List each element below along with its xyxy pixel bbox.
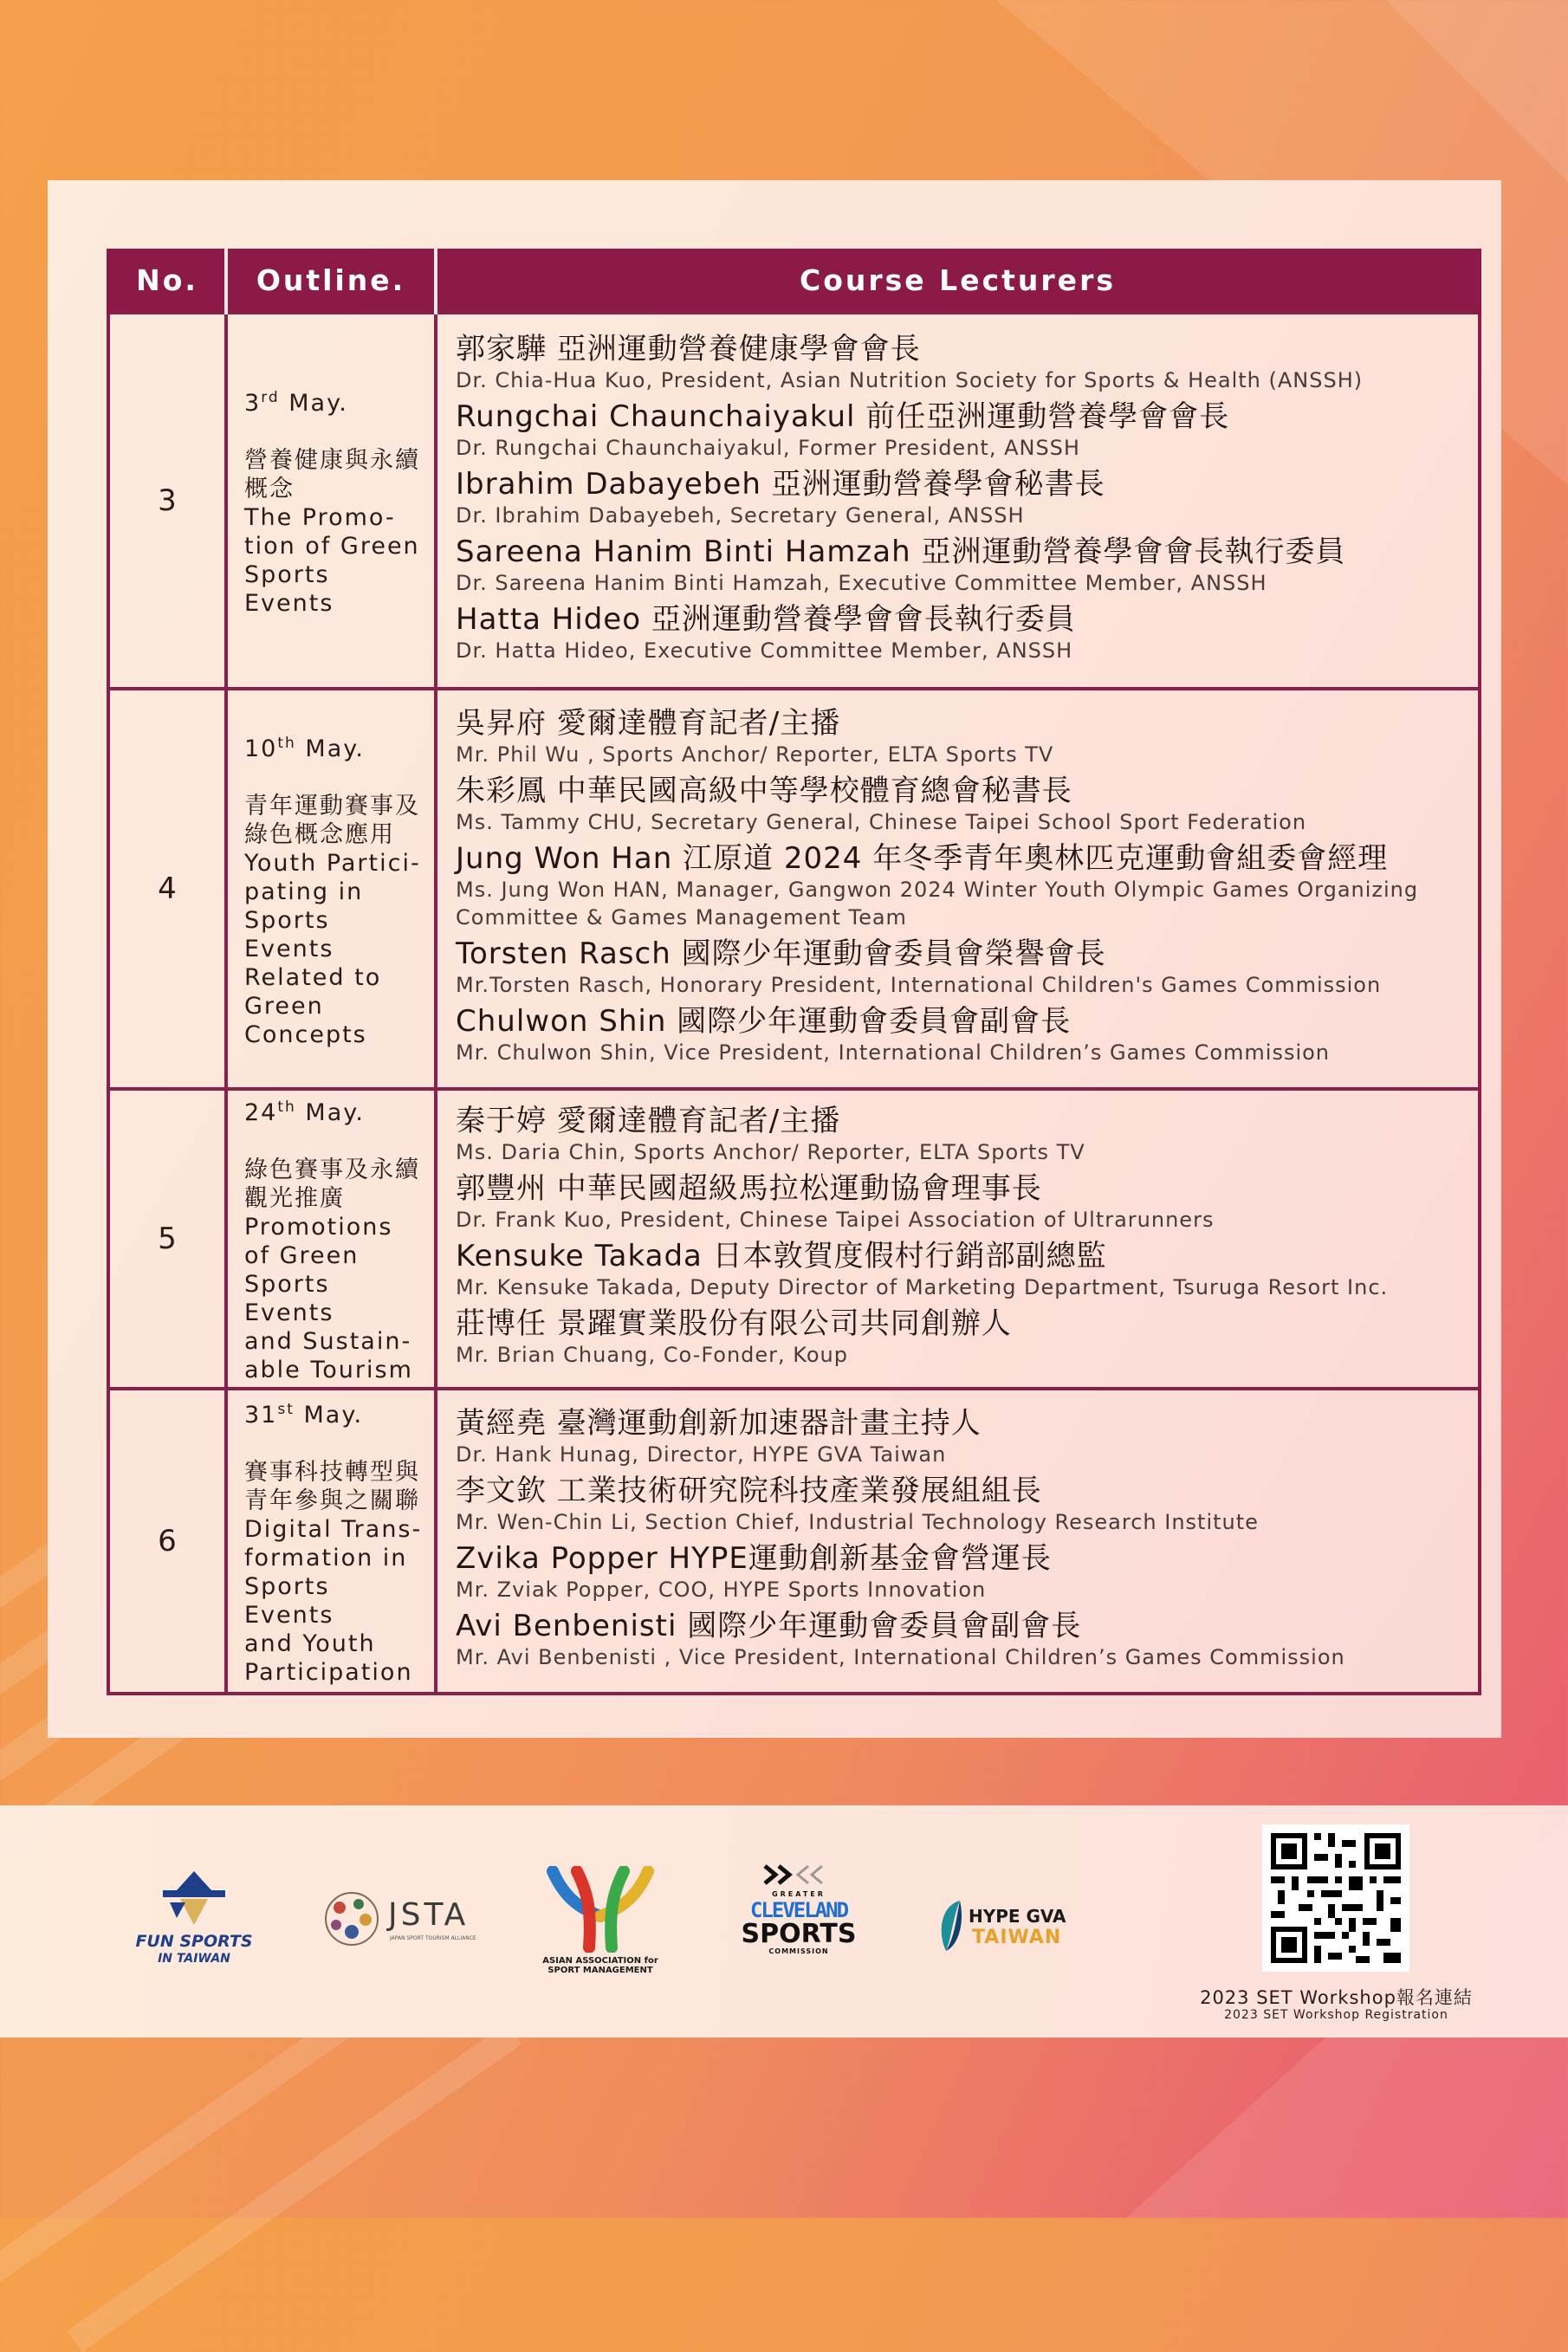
hype-emblem-icon — [934, 1897, 969, 1956]
lecturer-name-en: Mr. Avi Benbenisti , Vice President, International Children’s Games Commission — [456, 1645, 1345, 1669]
session-number: 5 — [108, 1089, 226, 1389]
topic-en: Youth Partici- pating in Sports Events Related to Green Concepts — [244, 849, 421, 1048]
session-number: 6 — [108, 1389, 226, 1694]
lecturer-name-zh: Rungchai Chaunchaiyakul 前任亞洲運動營養學會會長 — [456, 399, 1230, 434]
registration-caption-en: 2023 SET Workshop Registration — [1224, 2008, 1448, 2022]
topic-zh: 青年運動賽事及綠色概念應用 — [244, 792, 420, 848]
fun-sports-emblem-icon — [128, 1868, 260, 1928]
jsta-logo: JSTA JAPAN SPORT TOURISM ALLIANCE — [321, 1889, 476, 1949]
lecturer-name-en: Mr. Zviak Popper, COO, HYPE Sports Innovation — [456, 1578, 987, 1602]
lecturer-name-zh: Zvika Popper HYPE運動創新基金會營運長 — [456, 1541, 1052, 1576]
qr-code-icon — [1262, 1824, 1409, 1972]
session-date: 3rd May. — [244, 389, 348, 417]
cleveland-sports-logo: GREATER CLEVELAND SPORTS COMMISSION — [738, 1863, 859, 1975]
lecturer-name-en: Mr. Kensuke Takada, Deputy Director of Marketing Department, Tsuruga Resort Inc. — [456, 1275, 1389, 1299]
table-row — [108, 1389, 1480, 1694]
lecturer-name-zh: Chulwon Shin 國際少年運動會委員會副會長 — [456, 1004, 1072, 1039]
lecturer-name-zh: Kensuke Takada 日本敦賀度假村行銷部副總監 — [456, 1239, 1107, 1273]
table-row — [108, 313, 1480, 689]
jsta-emblem-icon — [321, 1889, 383, 1949]
lecturer-list — [436, 313, 1480, 689]
lecturer-list — [436, 689, 1480, 1089]
lecturer-name-zh: 吳昇府 愛爾達體育記者/主播 — [456, 706, 841, 741]
lecturer-name-en: Dr. Hank Hunag, Director, HYPE GVA Taiwan — [456, 1442, 947, 1467]
lecturer-name-en: Ms. Jung Won HAN, Manager, Gangwon 2024 Winter Youth Olympic Games Organizing Committee & Games Management Team — [456, 878, 1419, 930]
lecturer-name-zh: 郭家驊 亞洲運動營養健康學會會長 — [456, 332, 921, 366]
lecturer-list — [436, 1389, 1480, 1694]
session-number: 3 — [108, 313, 226, 689]
lecturer-name-zh: 秦于婷 愛爾達體育記者/主播 — [456, 1104, 841, 1138]
lecturer-name-en: Dr. Rungchai Chaunchaiyakul, Former President, ANSSH — [456, 436, 1080, 460]
session-number: 4 — [108, 689, 226, 1089]
session-date: 10th May. — [244, 734, 365, 762]
registration-qr-code[interactable] — [1262, 1824, 1409, 1972]
fun-sports-taiwan-logo: FUN SPORTS IN TAIWAN — [128, 1868, 260, 1972]
lecturer-name-zh: Sareena Hanim Binti Hamzah 亞洲運動營養學會會長執行委員 — [456, 535, 1346, 569]
lecturer-name-en: Dr. Sareena Hanim Binti Hamzah, Executive Committee Member, ANSSH — [456, 571, 1267, 595]
lecturer-name-zh: Ibrahim Dabayebeh 亞洲運動營養學會秘書長 — [456, 467, 1105, 502]
session-date: 24th May. — [244, 1098, 365, 1126]
lecturer-name-zh: 李文欽 工業技術研究院科技產業發展組組長 — [456, 1474, 1042, 1508]
lecturer-name-en: Mr. Chulwon Shin, Vice President, International Children’s Games Commission — [456, 1040, 1331, 1065]
topic-en: Digital Trans- formation in Sports Events and Youth Participation — [244, 1516, 423, 1686]
lecturer-name-en: Mr. Brian Chuang, Co-Fonder, Koup — [456, 1343, 848, 1367]
session-outline — [226, 313, 436, 689]
session-outline — [226, 1089, 436, 1389]
header-lecturers: Course Lecturers — [436, 249, 1480, 313]
lecturer-name-zh: 莊博任 景躍實業股份有限公司共同創辦人 — [456, 1306, 1012, 1341]
lecturer-list — [436, 1089, 1480, 1389]
table-header-row — [108, 249, 1480, 313]
topic-zh: 綠色賽事及永續觀光推廣 — [244, 1157, 420, 1212]
session-outline — [226, 1389, 436, 1694]
lecturer-name-en: Mr. Wen-Chin Li, Section Chief, Industrial Technology Research Institute — [456, 1510, 1259, 1534]
hype-gva-taiwan-logo: HYPE GVA TAIWAN — [934, 1897, 1072, 1956]
chevrons-icon — [760, 1863, 838, 1887]
header-no: No. — [108, 249, 226, 313]
lecturer-name-zh: 黃經堯 臺灣運動創新加速器計畫主持人 — [456, 1406, 982, 1441]
topic-zh: 營養健康與永續概念 — [244, 447, 420, 502]
schedule-table — [107, 249, 1481, 1695]
lecturer-name-zh: Hatta Hideo 亞洲運動營養學會會長執行委員 — [456, 602, 1076, 637]
lecturer-name-en: Ms. Tammy CHU, Secretary General, Chinese Taipei School Sport Federation — [456, 810, 1307, 834]
lecturer-name-zh: 朱彩鳳 中華民國高級中等學校體育總會秘書長 — [456, 774, 1072, 808]
lecturer-name-en: Ms. Daria Chin, Sports Anchor/ Reporter, ELTA Sports TV — [456, 1140, 1085, 1164]
table-row — [108, 1089, 1480, 1389]
lecturer-name-en: Mr.Torsten Rasch, Honorary President, International Children's Games Commission — [456, 973, 1382, 997]
lecturer-name-zh: 郭豐州 中華民國超級馬拉松運動協會理事長 — [456, 1171, 1042, 1206]
aasm-logo: ASIAN ASSOCIATION for SPORT MANAGEMENT — [535, 1866, 665, 1979]
lecturer-name-zh: Torsten Rasch 國際少年運動會委員會榮譽會長 — [456, 936, 1106, 971]
lecturer-name-zh: Jung Won Han 江原道 2024 年冬季青年奧林匹克運動會組委會經理 — [456, 841, 1389, 876]
lecturer-name-zh: Avi Benbenisti 國際少年運動會委員會副會長 — [456, 1609, 1082, 1643]
topic-en: Promotions of Green Sports Events and Sustain- able Tourism — [244, 1214, 413, 1383]
lecturer-name-en: Mr. Phil Wu , Sports Anchor/ Reporter, ELTA Sports TV — [456, 742, 1054, 767]
table-row — [108, 689, 1480, 1089]
header-outline: Outline. — [226, 249, 436, 313]
topic-zh: 賽事科技轉型與青年參與之關聯 — [244, 1459, 420, 1514]
lecturer-name-en: Dr. Hatta Hideo, Executive Committee Member, ANSSH — [456, 638, 1073, 663]
lecturer-name-en: Dr. Frank Kuo, President, Chinese Taipei Association of Ultrarunners — [456, 1208, 1215, 1232]
lecturer-name-en: Dr. Chia-Hua Kuo, President, Asian Nutrition Society for Sports & Health (ANSSH) — [456, 368, 1364, 392]
aasm-emblem-icon — [535, 1866, 665, 1953]
session-date: 31st May. — [244, 1401, 364, 1429]
registration-caption: 2023 SET Workshop報名連結 — [1200, 1987, 1473, 2008]
lecturer-name-en: Dr. Ibrahim Dabayebeh, Secretary General, ANSSH — [456, 503, 1025, 528]
topic-en: The Promo- tion of Green Sports Events — [244, 504, 420, 617]
session-outline — [226, 689, 436, 1089]
